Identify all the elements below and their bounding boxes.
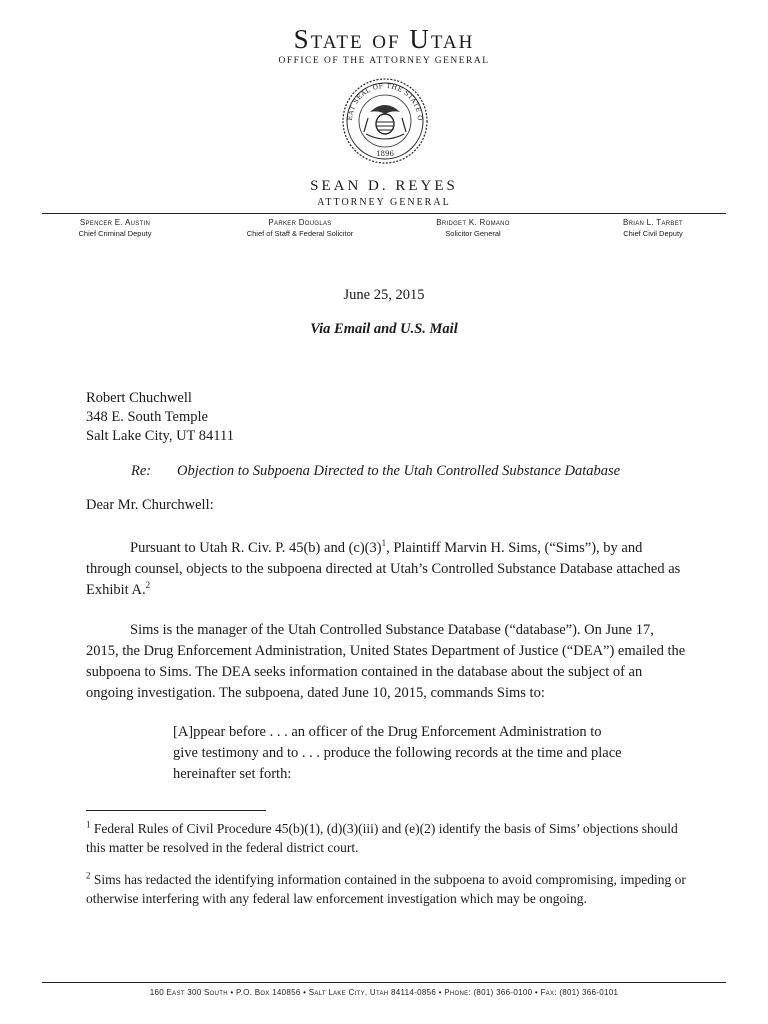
footnote-text: Federal Rules of Civil Procedure 45(b)(1), (d)(3)(iii) and (e)(2) identify the basis of Sims’ objections should this matter be resolved in the federal district court. <box>86 821 678 855</box>
footer-rule <box>42 982 726 983</box>
staff-name: Spencer E. Austin <box>79 218 151 227</box>
para1-part1: Pursuant to Utah R. Civ. P. 45(b) and (c)(3) <box>130 540 382 556</box>
recipient-street: 348 E. South Temple <box>86 409 208 425</box>
footnote-1 <box>86 819 696 857</box>
staff-role: Chief Criminal Deputy <box>78 229 152 238</box>
staff-role: Chief of Staff & Federal Solicitor <box>246 229 354 238</box>
para2-text: Sims is the manager of the Utah Controlled Substance Database (“database”). On June 17, 2015, the Drug Enforcement Administration, United States Department of Justice (“DEA”) emailed the subpoena to Sims. The DEA seeks information contained in the database about the subject of an ongoing investigation. The subpoena, dated June 10, 2015, commands Sims to: <box>86 622 686 701</box>
staff-name: Bridget K. Romano <box>436 218 510 227</box>
footnote-text: Sims has redacted the identifying information contained in the subpoena to avoid compromising, impeding or otherwise interfering with any federal law enforcement investigation which may be ongoing. <box>86 872 686 906</box>
footnote-mark: 1 <box>86 819 91 830</box>
staff-role: Solicitor General <box>445 229 501 238</box>
paragraph-background <box>86 620 686 704</box>
footer-address: 160 East 300 South • P.O. Box 140856 • Salt Lake City, Utah 84114-0856 • Phone: (801) 366-0100 • Fax: (801) 366-0101 <box>149 988 619 997</box>
salutation: Dear Mr. Churchwell: <box>86 497 214 513</box>
svg-text:1896: 1896 <box>376 150 394 158</box>
footnote-ref-1: 1 <box>381 538 387 549</box>
footnote-mark: 2 <box>86 870 91 881</box>
staff-name: Brian L. Tarbet <box>622 218 684 227</box>
paragraph-objection <box>86 538 686 601</box>
letterhead-rule <box>42 213 726 214</box>
letter-date: June 25, 2015 <box>343 287 425 303</box>
svg-text:THE GREAT SEAL OF THE STATE OF: EAT SEAL OF THE STATE O <box>345 81 425 122</box>
re-label: Re: <box>131 463 152 479</box>
re-subject: Objection to Subpoena Directed to the Utah Controlled Substance Database <box>177 463 621 479</box>
delivery-method: Via Email and U.S. Mail <box>310 321 458 337</box>
staff-name: Parker Douglas <box>268 218 332 227</box>
recipient-name: Robert Chuchwell <box>86 390 192 406</box>
attorney-general-title: ATTORNEY GENERAL <box>317 197 451 208</box>
letterhead-state: State of Utah <box>293 24 475 54</box>
state-seal-icon <box>340 74 430 168</box>
block-quote: [A]ppear before . . . an officer of the Drug Enforcement Administration to give testimony and to . . . produce the following records at the time and place hereinafter set forth: <box>173 724 622 782</box>
para1-part2: , Plaintiff Marvin H. Sims, (“Sims”), by and through counsel, objects to the subpoena directed at Utah’s Controlled Substance Database attached as Exhibit A. <box>86 540 681 598</box>
letterhead-office: OFFICE OF THE ATTORNEY GENERAL <box>278 56 490 66</box>
footnote-separator <box>86 810 266 811</box>
footnote-ref-2: 2 <box>145 580 151 591</box>
recipient-city: Salt Lake City, UT 84111 <box>86 428 234 444</box>
footnote-2 <box>86 870 696 908</box>
staff-role: Chief Civil Deputy <box>623 229 683 238</box>
attorney-general-name: SEAN D. REYES <box>310 178 458 194</box>
